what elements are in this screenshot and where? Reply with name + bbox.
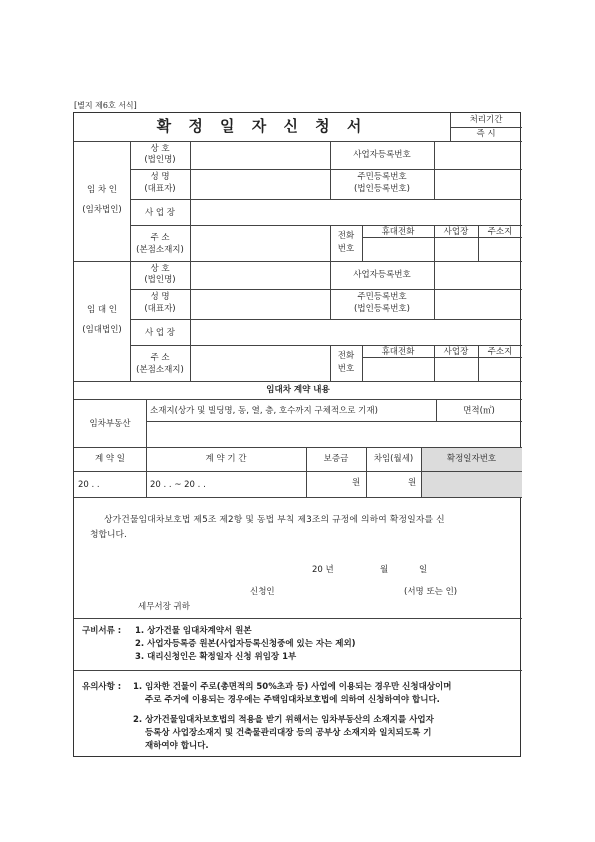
lessor-address-label: 주 소	[150, 353, 170, 363]
date-month: 월	[380, 565, 389, 575]
lessee-trade-name-label: 상 호	[150, 144, 170, 154]
lessor-trade-name-label: 상 호	[150, 264, 170, 274]
confirm-no-label: 확정일자번호	[446, 454, 497, 464]
page-title: 확 정 일 자 신 청 서	[156, 117, 368, 135]
notes-item2-line1: 2. 상가건물임대차보호법의 적용을 받기 위해서는 임차부동산의 소재지를 사업자	[133, 715, 434, 725]
lessor-label: 임 대 인	[86, 305, 118, 315]
processing-label: 처리기간	[469, 115, 503, 125]
statement-line2: 청합니다.	[90, 530, 127, 540]
contract-date-label: 계 약 일	[94, 454, 126, 464]
notes-item1-line2: 주로 주거에 이용되는 경우에는 주택임대차보호법에 의하여 신청하여야 합니다.	[145, 695, 440, 705]
lessee-home-label: 주소지	[487, 227, 513, 237]
notes-item2-line3: 재하여야 합니다.	[145, 741, 209, 751]
lessee-mobile-label: 휴대전화	[381, 227, 415, 237]
notes-item2-line2: 등록상 사업장소재지 및 건축물관리대장 등의 공부상 소재지와 일치되도록 기	[145, 728, 432, 738]
date-year: 20 년	[312, 565, 334, 575]
lessor-trade-name-sub: (법인명)	[144, 275, 176, 285]
date-day: 일	[419, 565, 428, 575]
lessee-office-label: 사업장	[443, 227, 469, 237]
lessor-sub: (임대법인)	[82, 325, 122, 335]
location-label: 소재지(상가 및 빌딩명, 동, 열, 층, 호수까지 구체적으로 기재)	[150, 406, 378, 416]
lessee-name-sub: (대표자)	[144, 184, 176, 194]
contract-period-value: 20 . . ~ 20 . .	[150, 480, 206, 490]
lessee-resident-label: 주민등록번호	[357, 172, 407, 182]
lessor-phone-sub: 번호	[337, 364, 355, 374]
lessee-address-label: 주 소	[150, 233, 170, 243]
docs-item1: 1. 상가건물 임대차계약서 원본	[135, 626, 252, 636]
lessor-address-sub: (본점소재지)	[136, 365, 184, 375]
notes-item1-line1: 1. 임차한 건물이 주로(총면적의 50%초과 등) 사업에 이용되는 경우만 신청대상이며	[133, 682, 452, 692]
lessee-sub: (임차법인)	[82, 205, 122, 215]
lessor-name-label: 성 명	[150, 292, 170, 302]
lessee-phone-sub: 번호	[337, 244, 355, 254]
deposit-won: 원	[352, 478, 361, 488]
docs-item2: 2. 사업자등록증 원본(사업자등록신청중에 있는 자는 제외)	[135, 639, 356, 649]
statement-line1: 상가건물임대차보호법 제5조 제2항 및 동법 부칙 제3조의 규정에 의하여 확정일자를 신	[104, 515, 445, 525]
lessee-address-sub: (본점소재지)	[136, 245, 184, 255]
recipient: 세무서장 귀하	[138, 602, 190, 612]
lessor-mobile-label: 휴대전화	[381, 347, 415, 357]
rent-won: 원	[408, 478, 417, 488]
lessee-name-label: 성 명	[150, 172, 170, 182]
lessee-phone-label: 전화	[337, 231, 355, 241]
lessee-biz-reg-label: 사업자등록번호	[353, 150, 411, 160]
lessor-name-sub: (대표자)	[144, 304, 176, 314]
lessee-trade-name-sub: (법인명)	[144, 155, 176, 165]
lessor-workplace-label: 사 업 장	[144, 328, 176, 338]
lessor-phone-label: 전화	[337, 351, 355, 361]
contract-period-label: 계 약 기 간	[205, 454, 247, 464]
applicant-sign: (서명 또는 인)	[404, 587, 458, 597]
lessor-home-label: 주소지	[487, 347, 513, 357]
notes-label: 유의사항 :	[82, 682, 122, 692]
contract-header: 임대차 계약 내용	[266, 385, 330, 395]
lessee-label: 임 차 인	[86, 185, 118, 195]
docs-item3: 3. 대리신청인은 확정일자 신청 위임장 1부	[135, 652, 297, 662]
form-frame	[73, 112, 521, 757]
rent-label: 차임(월세)	[373, 454, 414, 464]
lessor-office-label: 사업장	[443, 347, 469, 357]
form-label: [별지 제6호 서식]	[74, 101, 137, 110]
applicant-label: 신청인	[250, 587, 275, 597]
property-label: 임차부동산	[89, 419, 131, 429]
lessor-resident-sub: (법인등록번호)	[354, 304, 410, 314]
contract-date-value: 20 . .	[78, 480, 100, 490]
area-label: 면적(㎡)	[463, 406, 495, 416]
lessor-biz-reg-label: 사업자등록번호	[353, 270, 411, 280]
lessor-resident-label: 주민등록번호	[357, 292, 407, 302]
lessee-workplace-label: 사 업 장	[144, 208, 176, 218]
docs-label: 구비서류 :	[82, 626, 122, 636]
deposit-label: 보증금	[323, 454, 349, 464]
lessee-resident-sub: (법인등록번호)	[354, 184, 410, 194]
processing-value: 즉 시	[476, 129, 496, 139]
